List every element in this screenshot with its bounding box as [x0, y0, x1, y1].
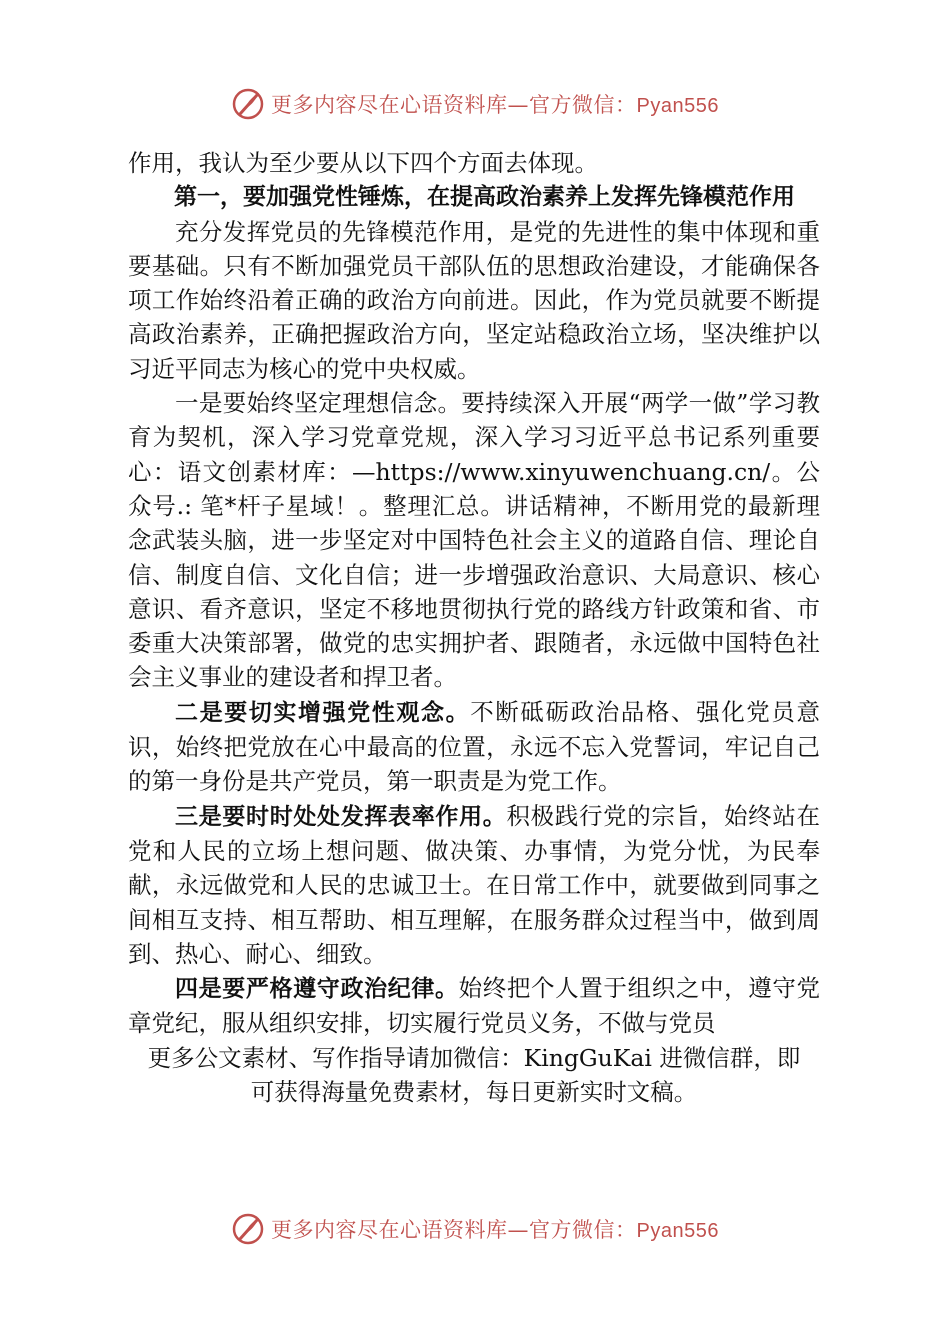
paragraph-4-body: 积极践行党的宗旨，始终站在党和人民的立场上想问题、做决策、办事情，为党分忧，为民奉献，永远做党和人民的忠诚卫士。在日常工作中，就要做到同事之间相互支持、相互帮助、相互理解，在服务群众过程当中，做到周到、热心、耐心、细致。 [128, 801, 821, 968]
paragraph-3-body: 不断砥砺政治品格、强化党员意识，始终把党放在心中最高的位置，永远不忘入党誓词，牢记自己的第一身份是共产党员，第一职责是为党工作。 [128, 697, 821, 796]
quill-logo-icon [231, 87, 265, 121]
paragraph-2 [128, 386, 820, 695]
paragraph-5-lead: 四是要严格遵守政治纪律。 [175, 976, 459, 1003]
paragraph-3-lead: 二是要切实增强党性观念。 [175, 699, 471, 726]
header-watermark-banner [0, 84, 950, 124]
paragraph-1: 充分发挥党员的先锋模范作用，是党的先进性的集中体现和重要基础。只有不断加强党员干部队伍的思想政治建设，才能确保各项工作始终沿着正确的政治方向前进。因此，作为党员就要不断提高政治素养，正确把握政治方向，坚定站稳政治立场，坚决维护以习近平同志为核心的党中央权威。 [128, 217, 820, 383]
ad-line-2: 可获得海量免费素材，每日更新实时文稿。 [250, 1078, 698, 1107]
quill-logo-icon [231, 1212, 265, 1246]
paragraph-5-body: 始终把个人置于组织之中，遵守党章党纪，服从组织安排，切实履行党员义务，不做与党员 [128, 974, 821, 1038]
paragraph-3 [128, 695, 820, 799]
paragraph-5 [128, 971, 820, 1041]
banner-text: 更多内容尽在心语资料库—官方微信：Pyan556 [271, 93, 719, 117]
paragraph-intro: 作用，我认为至少要从以下四个方面去体现。 [128, 149, 598, 177]
section-heading: 第一，要加强党性锤炼，在提高政治素养上发挥先锋模范作用 [174, 184, 795, 211]
paragraph-4-lead: 三是要时时处处发挥表率作用。 [175, 803, 507, 830]
document-body [128, 146, 820, 1109]
paragraph-4 [128, 799, 820, 971]
paragraph-2-part-c: www.xinyuwenchuang.cn/。公众号.: 笔*杆子星域！。整理汇总。讲话精神，不断用党的最新理念武装头脑，进一步坚定对中国特色社会主义的道路自信、理论自信、制度自信、文化自信；进一步增强政治意识、大局意识、核心意识、看齐意识，坚定不移地贯彻执行党的路线方针政策和省、市委重大决策部署，做党的忠实拥护者、跟随者，永远做中国特色社会主义事业的建设者和捍卫者。 [128, 457, 820, 692]
ad-line-1: 更多公文素材、写作指导请加微信：KingGuKai 进微信群，即 [147, 1043, 801, 1072]
paragraph-2-part-a: 一是要始终坚定理想信念。要持续深入开展“两学一做”学习教育为契机，深入学习党章党规，深入学习习近平总书记 [128, 389, 820, 452]
banner-text: 更多内容尽在心语资料库—官方微信：Pyan556 [271, 1218, 719, 1242]
paragraph-2-part-b: 系列重要心：语文创素材库：—https:// [128, 423, 821, 486]
footer-watermark-banner [0, 1209, 950, 1249]
